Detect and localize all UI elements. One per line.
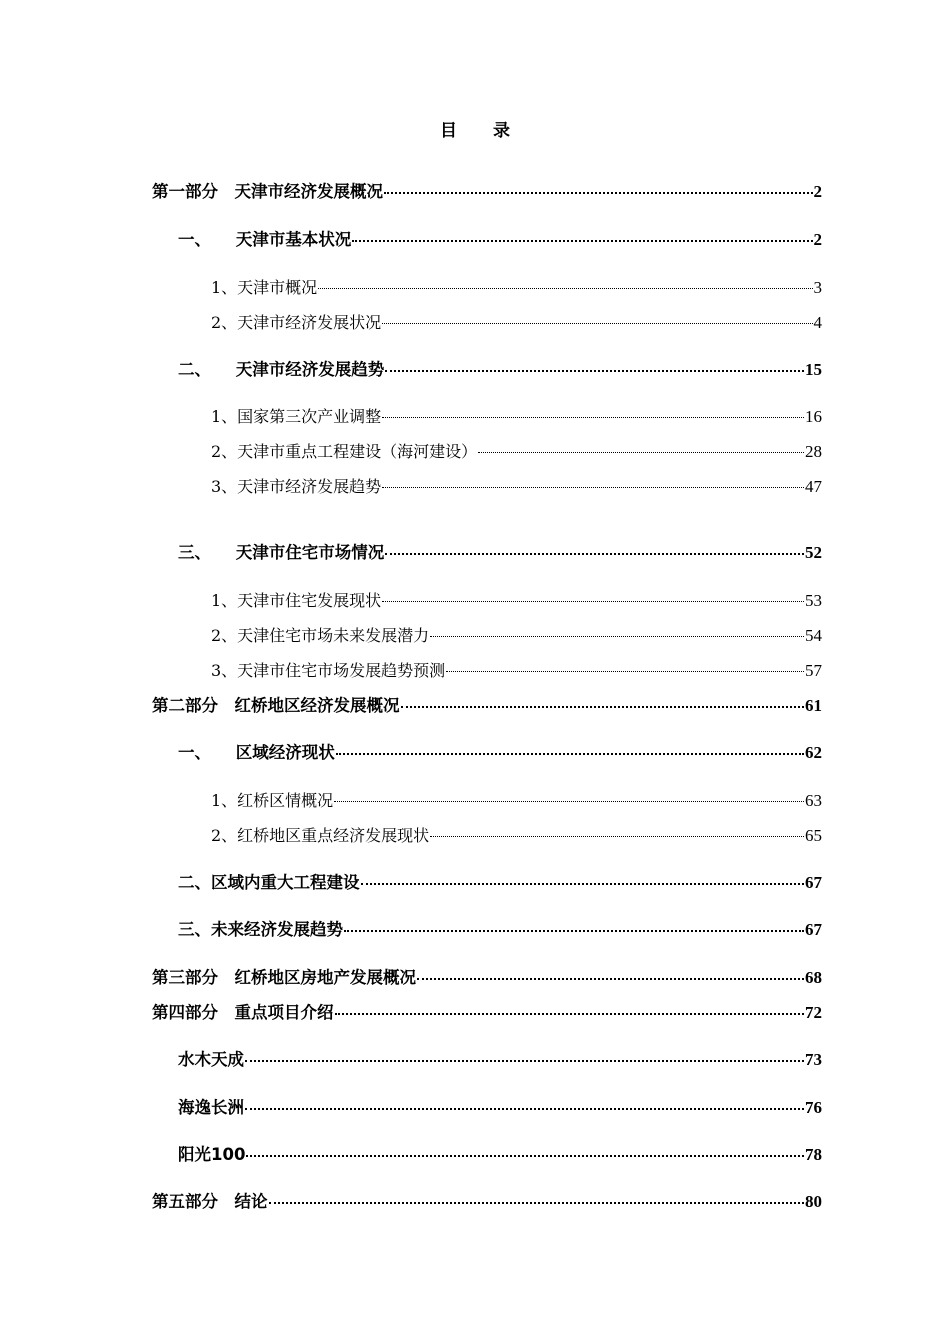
toc-entry-page: 28 <box>805 442 822 461</box>
dot-leader <box>385 370 804 372</box>
dot-leader <box>318 288 812 289</box>
toc-entry-section[interactable] <box>178 357 822 383</box>
toc-entry-label: 第二部分 红桥地区经济发展概况 <box>152 696 400 715</box>
dot-leader <box>382 601 804 602</box>
toc-entry-page: 4 <box>813 313 822 332</box>
dot-leader <box>352 240 812 242</box>
toc-entry-label: 1、国家第三次产业调整 <box>211 407 382 426</box>
toc-entry-label: 第四部分 重点项目介绍 <box>152 1003 334 1022</box>
dot-leader <box>417 978 804 980</box>
toc-entry-page: 53 <box>805 591 822 610</box>
toc-entry-label: 海逸长洲 <box>178 1098 244 1117</box>
toc-entry-page: 52 <box>805 543 822 562</box>
dot-leader <box>269 1202 805 1204</box>
toc-entry-label: 二、 天津市经济发展趋势 <box>178 360 385 379</box>
toc-entry-subsection[interactable] <box>211 275 822 301</box>
toc-entry-label: 3、天津市住宅市场发展趋势预测 <box>211 661 446 680</box>
toc-entry-page: 67 <box>805 873 822 892</box>
toc-entry-subsection[interactable] <box>211 658 822 684</box>
toc-entry-page: 63 <box>805 791 822 810</box>
toc-entry-label: 2、红桥地区重点经济发展现状 <box>211 826 430 845</box>
toc-entry-section[interactable] <box>178 740 822 766</box>
toc-entry-page: 2 <box>813 230 822 249</box>
dot-leader <box>361 883 805 885</box>
toc-entry-project[interactable] <box>178 1095 822 1121</box>
toc-entry-label: 3、天津市经济发展趋势 <box>211 477 382 496</box>
toc-entry-label: 一、 区域经济现状 <box>178 743 335 762</box>
toc-entry-label: 2、天津市重点工程建设（海河建设） <box>211 442 478 461</box>
dot-leader <box>430 636 804 637</box>
dot-leader <box>246 1155 804 1157</box>
dot-leader <box>430 836 804 837</box>
toc-entry-subsection[interactable] <box>211 404 822 430</box>
toc-title <box>0 116 950 141</box>
toc-entry-part-1[interactable] <box>152 179 822 205</box>
toc-entry-page: 2 <box>813 182 822 201</box>
dot-leader <box>335 1013 805 1015</box>
toc-entry-page: 76 <box>805 1098 822 1117</box>
toc-entry-page: 47 <box>805 477 822 496</box>
dot-leader <box>446 671 804 672</box>
toc-entry-section[interactable] <box>178 870 822 896</box>
toc-entry-label: 二、区域内重大工程建设 <box>178 873 360 892</box>
toc-entry-page: 57 <box>805 661 822 680</box>
toc-entry-subsection[interactable] <box>211 439 822 465</box>
toc-entry-label: 水木天成 <box>178 1050 244 1069</box>
toc-entry-label: 2、天津住宅市场未来发展潜力 <box>211 626 430 645</box>
toc-entry-page: 67 <box>805 920 822 939</box>
toc-entry-label: 三、未来经济发展趋势 <box>178 920 343 939</box>
toc-entry-page: 62 <box>805 743 822 762</box>
toc-entry-page: 72 <box>805 1003 822 1022</box>
toc-entry-section[interactable] <box>178 227 822 253</box>
dot-leader <box>382 323 812 324</box>
toc-entry-label: 一、 天津市基本状况 <box>178 230 352 249</box>
toc-entry-label: 1、天津市住宅发展现状 <box>211 591 382 610</box>
dot-leader <box>334 801 804 802</box>
dot-leader <box>385 553 804 555</box>
toc-entry-project[interactable] <box>178 1142 822 1168</box>
toc-entry-part-5[interactable] <box>152 1189 822 1215</box>
toc-entry-part-2[interactable] <box>152 693 822 719</box>
dot-leader <box>344 930 804 932</box>
toc-entry-page: 80 <box>805 1192 822 1211</box>
toc-entry-page: 54 <box>805 626 822 645</box>
toc-entry-page: 65 <box>805 826 822 845</box>
toc-entry-label: 2、天津市经济发展状况 <box>211 313 382 332</box>
toc-entry-part-3[interactable] <box>152 965 822 991</box>
toc-title-char-1: 目 <box>440 121 457 141</box>
toc-entry-page: 3 <box>813 278 822 297</box>
dot-leader <box>245 1060 804 1062</box>
toc-entry-subsection[interactable] <box>211 474 822 500</box>
toc-entry-page: 78 <box>805 1145 822 1164</box>
toc-entry-label: 第一部分 天津市经济发展概况 <box>152 182 383 201</box>
toc-entry-page: 61 <box>805 696 822 715</box>
toc-entry-page: 16 <box>805 407 822 426</box>
toc-entry-subsection[interactable] <box>211 823 822 849</box>
dot-leader <box>382 417 804 418</box>
dot-leader <box>382 487 804 488</box>
toc-entry-label: 阳光100 <box>178 1145 246 1164</box>
dot-leader <box>245 1108 804 1110</box>
dot-leader <box>336 753 804 755</box>
toc-title-char-2: 录 <box>493 121 510 141</box>
dot-leader <box>401 706 805 708</box>
toc-entry-page: 68 <box>805 968 822 987</box>
toc-entry-label: 第五部分 结论 <box>152 1192 268 1211</box>
toc-entry-section[interactable] <box>178 917 822 943</box>
dot-leader <box>384 192 813 194</box>
toc-entry-subsection[interactable] <box>211 623 822 649</box>
toc-entry-page: 73 <box>805 1050 822 1069</box>
toc-entry-label: 第三部分 红桥地区房地产发展概况 <box>152 968 416 987</box>
toc-entry-subsection[interactable] <box>211 788 822 814</box>
toc-entry-section[interactable] <box>178 540 822 566</box>
toc-entry-subsection[interactable] <box>211 310 822 336</box>
toc-entry-label: 1、红桥区情概况 <box>211 791 334 810</box>
toc-entry-project[interactable] <box>178 1047 822 1073</box>
toc-entry-label: 1、天津市概况 <box>211 278 318 297</box>
toc-entry-part-4[interactable] <box>152 1000 822 1026</box>
toc-entry-label: 三、 天津市住宅市场情况 <box>178 543 385 562</box>
toc-entry-subsection[interactable] <box>211 588 822 614</box>
dot-leader <box>478 452 804 453</box>
toc-entry-page: 15 <box>805 360 822 379</box>
